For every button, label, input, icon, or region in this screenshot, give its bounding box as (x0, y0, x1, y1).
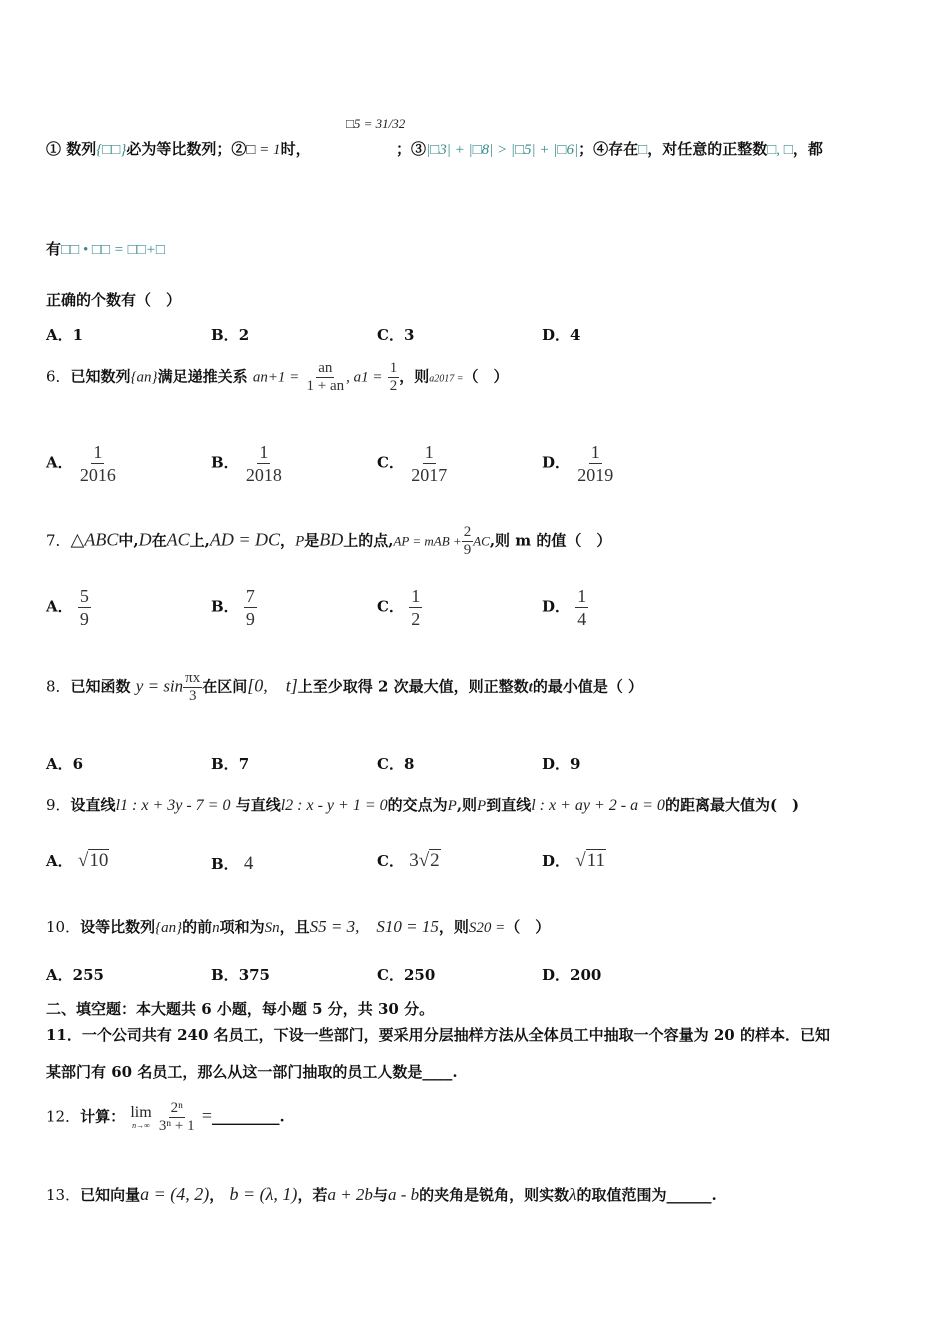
q10-option-a: A．255 (46, 966, 104, 984)
q7-option-c: C． $\frac{1}{2}$ (377, 586, 421, 629)
q11-line2: 某部门有 60 名员工，那么从这一部门抽取的员工人数是____. (46, 1063, 458, 1081)
q9-option-d: D． √11 (542, 850, 605, 871)
q10-option-b: B．375 (211, 966, 270, 984)
q9-option-c: C． 3√2 (377, 850, 440, 871)
q5-option-a: A．1 (46, 326, 84, 344)
q5-s3-group (396, 138, 823, 159)
q11-line1: 11．一个公司共有 240 名员工，下设一些部门，要采用分层抽样方法从全体员工中抽取一个容量为 20 的样本．已知 (46, 1026, 830, 1044)
q7-option-d: D． $\frac{1}{4}$ (542, 586, 587, 629)
q5-s4-end: ，都 (792, 140, 823, 158)
q5-s1-seq: {□□} (96, 142, 127, 158)
q6-option-a: A． $\frac{1}{2016}$ (46, 442, 116, 485)
q5-option-b: B．2 (211, 326, 250, 344)
q13-stem: 13．已知向量a = (4, 2)， b = (λ, 1)，若a + 2b与a - b的夹角是锐角，则实数λ的取值范围为______. (46, 1184, 717, 1204)
q7-option-b: B． $\frac{7}{9}$ (211, 586, 255, 629)
q10-stem: 10．设等比数列{an}的前n项和为Sn，且S5 = 3, S10 = 15，则S20 =（ ） (46, 917, 551, 936)
q10-option-c: C．250 (377, 966, 436, 984)
q5-line2-expr: □□ • □□ = □□+□ (61, 242, 165, 258)
q10-option-d: D．200 (542, 966, 602, 984)
q5-s4-vars: □, □ (767, 142, 793, 158)
q5-s3-label: ；③ (396, 140, 427, 158)
q5-question: 正确的个数有（ ） (46, 291, 182, 309)
q5-s3-expr: |□3| + |□8| > |□5| + |□6| (426, 142, 579, 158)
q12-stem: 12．计算： lim n→∞ $\frac{\text{2ⁿ}}{\text{3ⁿ + 1}}$ =_________. (46, 1100, 285, 1134)
q6-option-c: C． $\frac{1}{2017}$ (377, 442, 448, 485)
q5-line2-prefix: 有 (46, 240, 62, 258)
q5-s2-sum: □5 = 31/32 (346, 116, 406, 131)
q5-s4-text: ，对任意的正整数 (647, 140, 768, 158)
q5-s2-expr: □ = 1 (246, 142, 281, 158)
q6-number: 6． (46, 367, 71, 386)
q8-option-c: C．8 (377, 755, 415, 773)
q5-option-c: C．3 (377, 326, 415, 344)
q6-option-b: B． $\frac{1}{2018}$ (211, 442, 282, 485)
q5-s2-when: 时， (280, 140, 311, 158)
q5-s1-prefix: ① 数列 (46, 140, 97, 158)
q5-statements-line (46, 138, 311, 159)
q9-option-b: B． 4 (211, 853, 254, 874)
q8-option-a: A．6 (46, 755, 84, 773)
section-2-title: 二、填空题：本大题共 6 小题，每小题 5 分，共 30 分。 (46, 1000, 435, 1018)
q5-s4-label: ；④存在 (578, 140, 639, 158)
q8-option-b: B．7 (211, 755, 250, 773)
q5-s1-text: 必为等比数列；② (126, 140, 247, 158)
q5-s4-box: □ (638, 142, 648, 158)
q9-stem: 9．设直线l1 : x + 3y - 7 = 0 与直线l2 : x - y + 1 = 0的交点为P,则P到直线l : x + ay + 2 - a = 0的距离最大值为( ) (46, 796, 800, 814)
q8-option-d: D．9 (542, 755, 581, 773)
q7-stem: 7．△ABC中,D在AC上,AD = DC，P是BD上的点,AP = mAB + $\frac{2}{9}$ AC,则 m 的值（ ） (46, 524, 612, 558)
q6-stem: 6．已知数列{an}满足递推关系 an+1 = $\frac{an}{1 + an}$ , a1 = $\frac{1}{2}$ ，则a2017 =（ ） (46, 360, 509, 394)
q5-option-d: D．4 (542, 326, 581, 344)
q8-stem: 8．已知函数 y = sin $\frac{\pi x}{3}$ 在区间[0, t]上至少取得 2 次最大值，则正整数t的最小值是（ ） (46, 670, 644, 704)
q7-option-a: A． $\frac{5}{9}$ (46, 586, 89, 629)
q5-line2 (46, 238, 165, 259)
q9-option-a: A． √10 (46, 850, 109, 871)
q6-option-d: D． $\frac{1}{2019}$ (542, 442, 614, 485)
